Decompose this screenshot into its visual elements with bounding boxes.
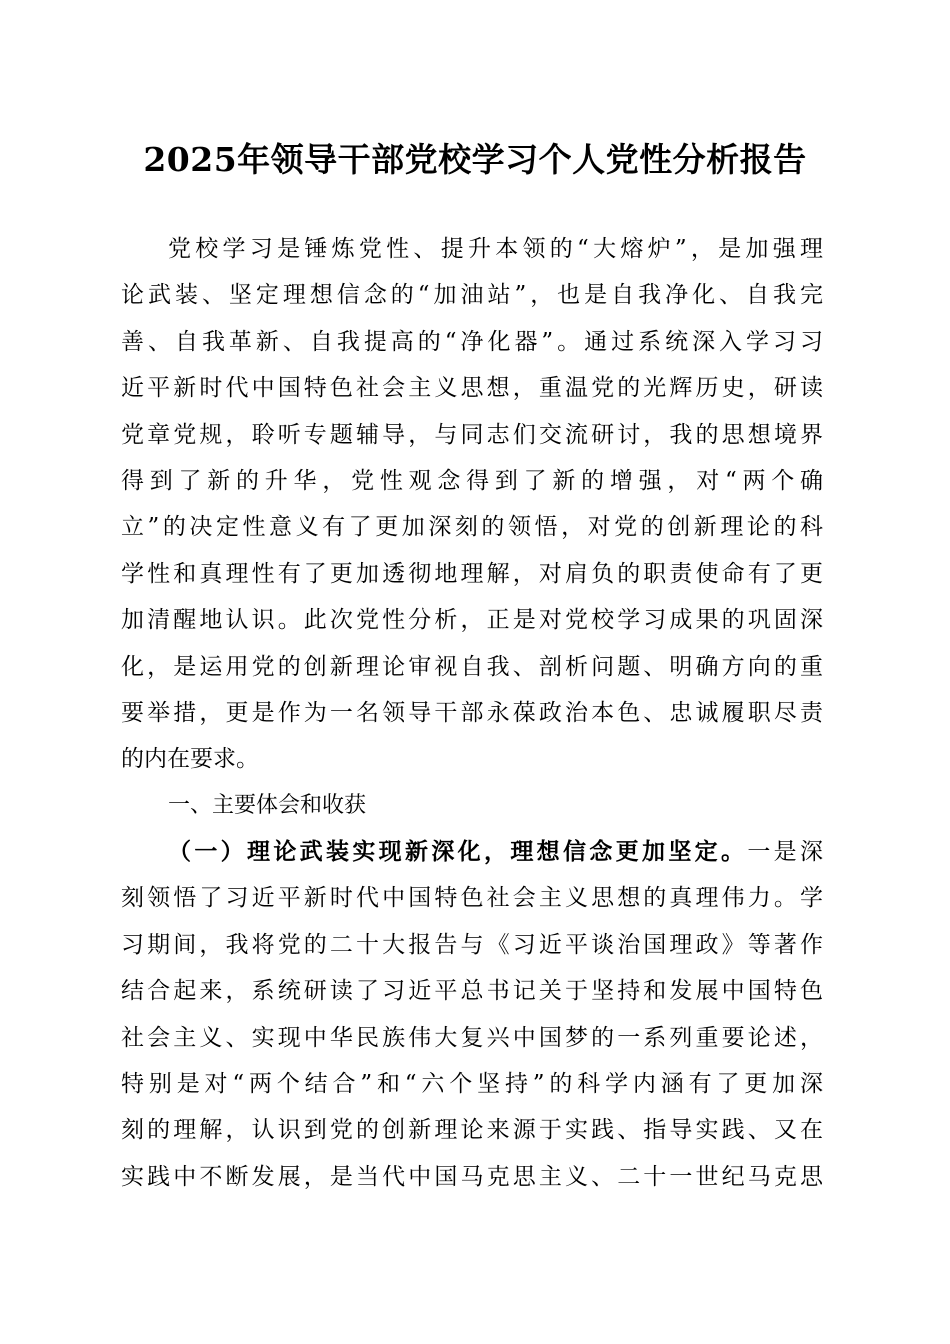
paragraph-line: 习期间，我将党的二十大报告与《习近平谈治国理政》等著作: [121, 931, 823, 958]
subsection-first-line: [121, 829, 823, 875]
document-title: 2025年领导干部党校学习个人党性分析报告: [143, 140, 807, 179]
paragraph-line: 社会主义、实现中华民族伟大复兴中国梦的一系列重要论述，: [121, 1024, 823, 1051]
paragraph-line: 立”的决定性意义有了更加深刻的领悟，对党的创新理论的科: [121, 514, 823, 541]
paragraph-line: 学性和真理性有了更加透彻地理解，对肩负的职责使命有了更: [121, 560, 823, 587]
paragraph-line: 要举措，更是作为一名领导干部永葆政治本色、忠诚履职尽责: [121, 699, 823, 726]
subsection-heading: （一）理论武装实现新深化，理想信念更加坚定。: [168, 838, 748, 866]
paragraph-line: 得到了新的升华，党性观念得到了新的增强，对“两个确: [121, 467, 823, 494]
paragraph-line: 化，是运用党的创新理论审视自我、剖析问题、明确方向的重: [121, 653, 823, 680]
section-heading: 一、主要体会和收获: [168, 792, 367, 818]
paragraph-line: 刻的理解，认识到党的创新理论来源于实践、指导实践、又在: [121, 1117, 823, 1144]
paragraph-line: 近平新时代中国特色社会主义思想，重温党的光辉历史，研读: [121, 375, 823, 402]
paragraph-line: 加清醒地认识。此次党性分析，正是对党校学习成果的巩固深: [121, 607, 823, 634]
document-body: [121, 226, 823, 1200]
paragraph-line: 善、自我革新、自我提高的“净化器”。通过系统深入学习习: [121, 328, 823, 355]
paragraph-line: 的内在要求。: [121, 746, 259, 773]
paragraph-line: 党章党规，聆听专题辅导，与同志们交流研讨，我的思想境界: [121, 421, 823, 448]
paragraph-line: 结合起来，系统研读了习近平总书记关于坚持和发展中国特色: [121, 978, 823, 1005]
paragraph-line: 实践中不断发展，是当代中国马克思主义、二十一世纪马克思: [121, 1163, 823, 1190]
subsection-first-line-rest: 一是深: [747, 839, 824, 866]
paragraph-line: 论武装、坚定理想信念的“加油站”，也是自我净化、自我完: [121, 282, 823, 309]
paragraph-line: 刻领悟了习近平新时代中国特色社会主义思想的真理伟力。学: [121, 885, 823, 912]
paragraph-line: 特别是对“两个结合”和“六个坚持”的科学内涵有了更加深: [121, 1071, 823, 1098]
paragraph-line: 党校学习是锤炼党性、提升本领的“大熔炉”，是加强理: [168, 236, 823, 262]
